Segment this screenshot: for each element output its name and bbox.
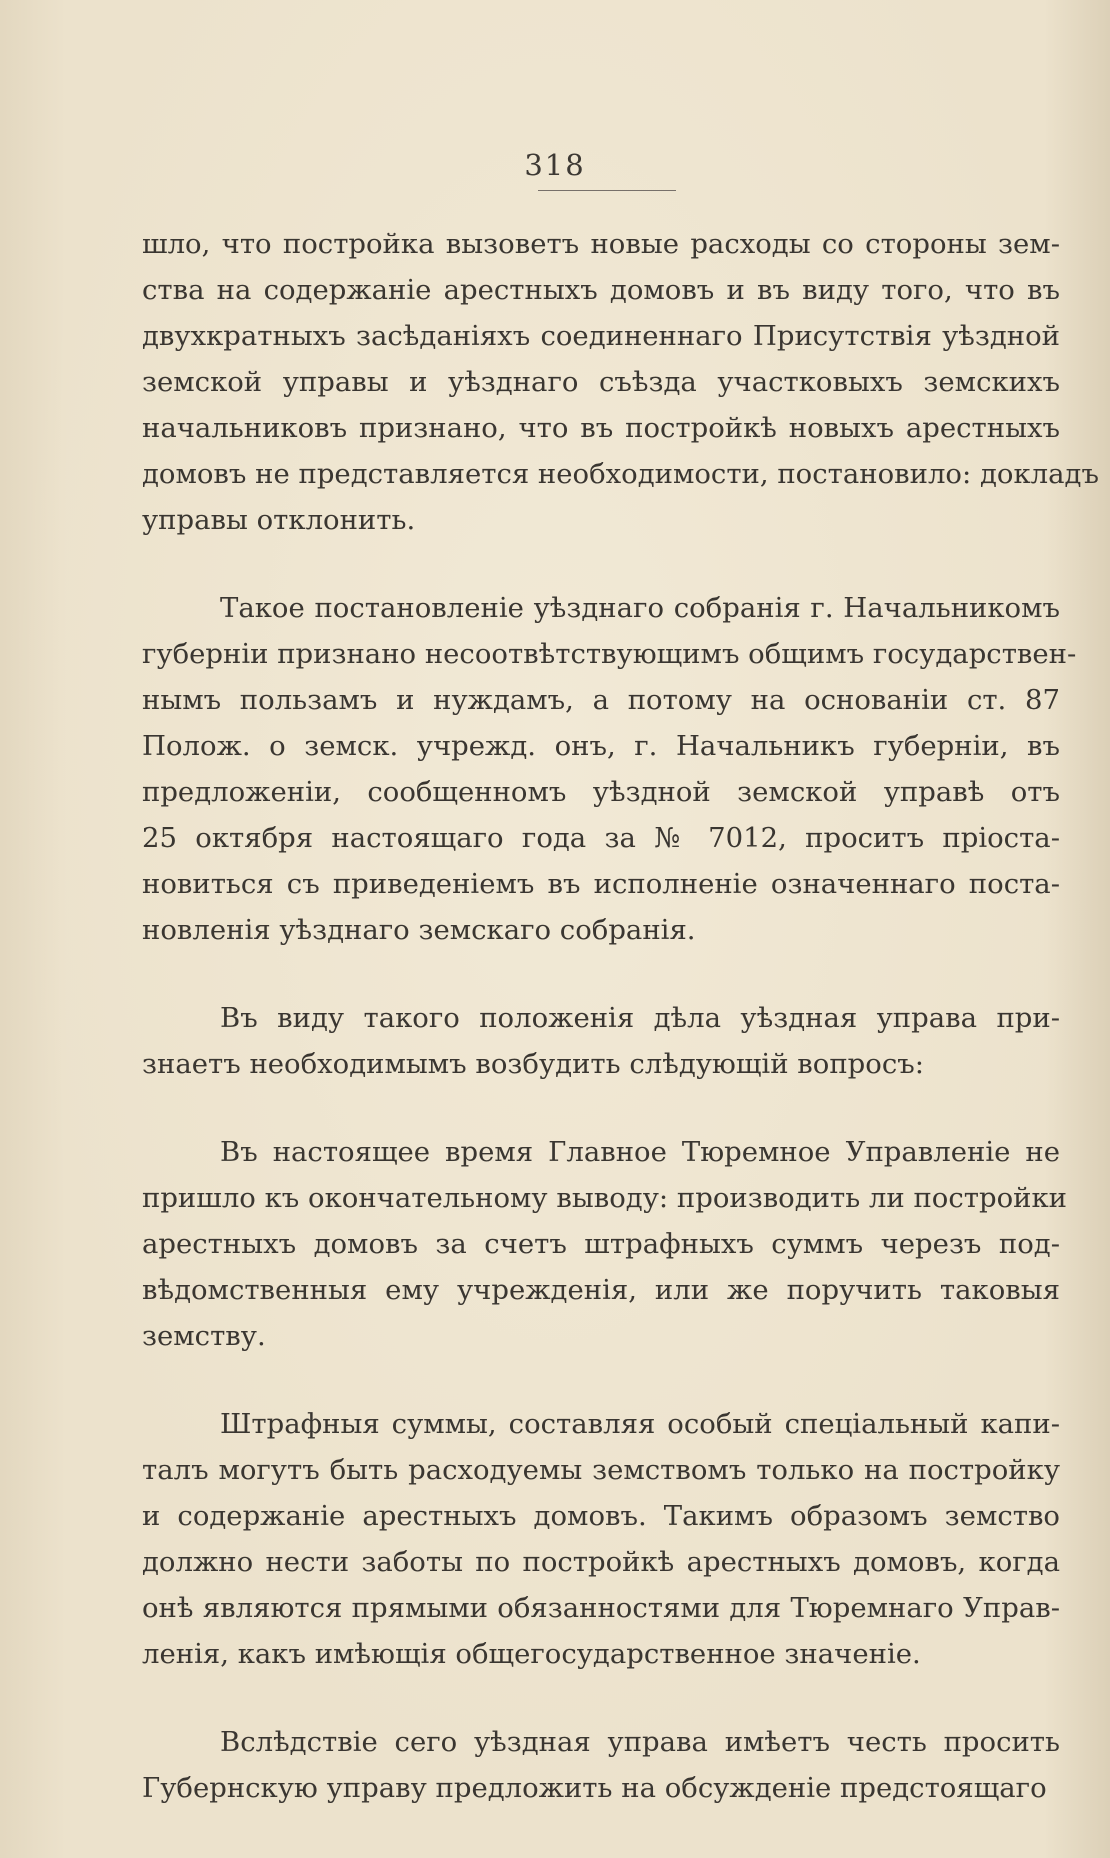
text-line: шло, что постройка вызоветъ новые расходы со стороны зем- — [142, 228, 1060, 260]
text-line: арестныхъ домовъ за счетъ штрафныхъ суммъ черезъ под- — [142, 1228, 1060, 1260]
text-line: Такое постановленіе уѣзднаго собранія г. Начальникомъ — [220, 592, 1060, 624]
paragraph-gap — [142, 1677, 1060, 1719]
text-line: губерніи признано несоотвѣтствующимъ общимъ государствен- — [142, 638, 1077, 670]
paragraph — [142, 585, 1077, 953]
text-line: начальниковъ признано, что въ постройкѣ новыхъ арестныхъ — [142, 412, 1060, 444]
page-number-rule — [538, 190, 676, 191]
paragraph-gap — [142, 1359, 1060, 1401]
paragraph — [142, 1401, 1060, 1677]
text-line: домовъ не представляется необходимости, постановило: докладъ — [142, 458, 1099, 490]
text-line: предложеніи, сообщенномъ уѣздной земской управѣ отъ — [142, 776, 1060, 808]
text-line: Въ виду такого положенія дѣла уѣздная управа при- — [220, 1002, 1060, 1034]
text-line: ства на содержаніе арестныхъ домовъ и въ виду того, что въ — [142, 274, 1060, 306]
text-line: управы отклонить. — [142, 504, 416, 536]
text-line: земству. — [142, 1320, 266, 1352]
text-line: земской управы и уѣзднаго съѣзда участковыхъ земскихъ — [142, 366, 1060, 398]
text-line: двухкратныхъ засѣданіяхъ соединеннаго Присутствія уѣздной — [142, 320, 1060, 352]
text-line: Полож. о земск. учрежд. онъ, г. Начальникъ губерніи, въ — [142, 730, 1060, 762]
page-number: 318 — [524, 148, 586, 182]
text-line: и содержаніе арестныхъ домовъ. Такимъ образомъ земство — [142, 1500, 1060, 1532]
paragraph — [142, 1719, 1060, 1811]
text-line: знаетъ необходимымъ возбудить слѣдующій вопросъ: — [142, 1048, 924, 1080]
paragraph-gap — [142, 953, 1060, 995]
paragraph-gap — [142, 543, 1060, 585]
text-line: должно нести заботы по постройкѣ арестныхъ домовъ, когда — [142, 1546, 1060, 1578]
text-line: ленія, какъ имѣющія общегосударственное значеніе. — [142, 1638, 921, 1670]
body-text — [142, 221, 1099, 1811]
text-line: Губернскую управу предложить на обсужденіе предстоящаго — [142, 1772, 1047, 1804]
paragraph — [142, 1129, 1067, 1359]
text-line: Штрафныя суммы, составляя особый спеціальный капи- — [220, 1408, 1060, 1440]
text-line: нымъ пользамъ и нуждамъ, а потому на основаніи ст. 87 — [142, 684, 1060, 716]
text-line: новиться съ приведеніемъ въ исполненіе означеннаго поста- — [142, 868, 1060, 900]
text-line: Вслѣдствіе сего уѣздная управа имѣетъ честь просить — [220, 1726, 1060, 1758]
text-line: онѣ являются прямыми обязанностями для Тюремнаго Управ- — [142, 1592, 1060, 1624]
text-line: новленія уѣзднаго земскаго собранія. — [142, 914, 696, 946]
text-line: 25 октября настоящаго года за № 7012, проситъ пріоста- — [142, 822, 1060, 854]
paragraph — [142, 995, 1060, 1087]
text-line: Въ настоящее время Главное Тюремное Управленіе не — [220, 1136, 1060, 1168]
text-line: талъ могутъ быть расходуемы земствомъ только на постройку — [142, 1454, 1060, 1486]
text-line: пришло къ окончательному выводу: производить ли постройки — [142, 1182, 1067, 1214]
paragraph-gap — [142, 1087, 1060, 1129]
paragraph — [142, 221, 1099, 543]
text-line: вѣдомственныя ему учрежденія, или же поручить таковыя — [142, 1274, 1060, 1306]
